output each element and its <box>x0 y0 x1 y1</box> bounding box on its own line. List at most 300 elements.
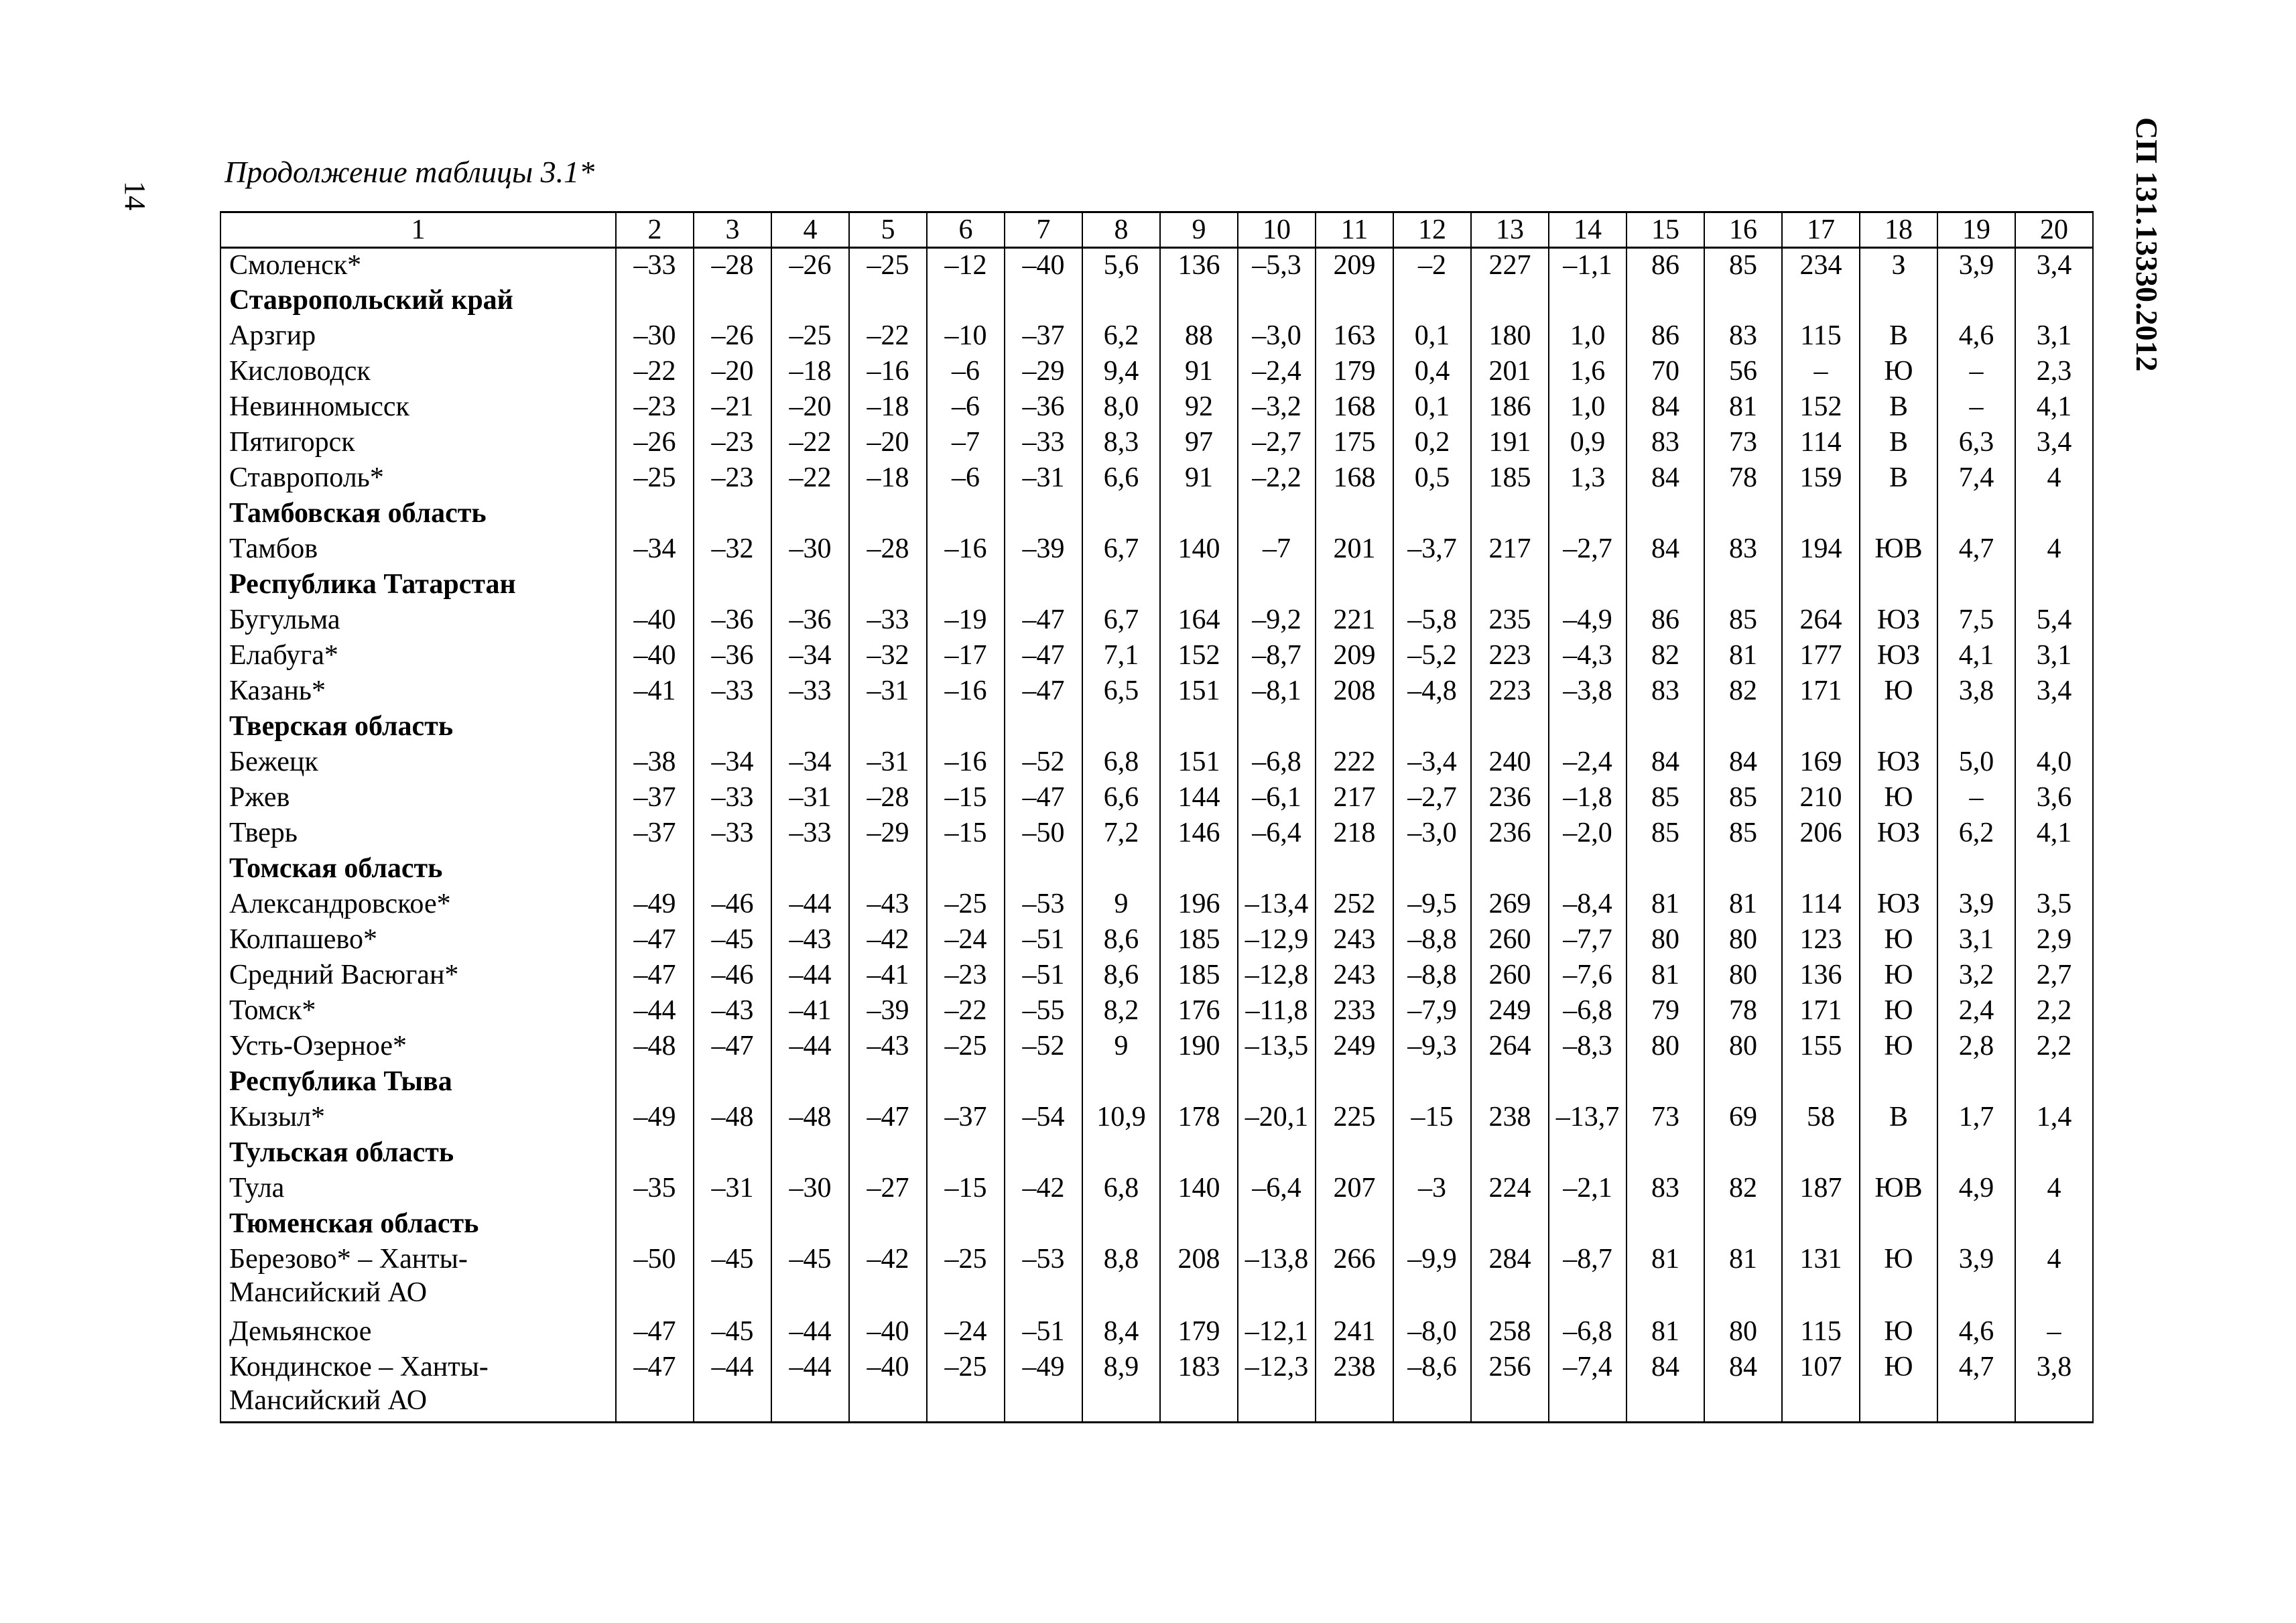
data-cell: 236 <box>1471 781 1549 816</box>
data-cell: 9 <box>1082 1029 1160 1065</box>
data-cell: –3,0 <box>1238 319 1316 354</box>
empty-cell <box>771 497 849 532</box>
data-cell: –23 <box>616 390 694 426</box>
data-cell: –8,7 <box>1238 639 1316 674</box>
data-cell: –33 <box>1005 426 1082 461</box>
data-cell: 86 <box>1627 603 1704 639</box>
data-cell: –25 <box>771 319 849 354</box>
data-cell: 8,3 <box>1082 426 1160 461</box>
region-name: Республика Татарстан <box>220 568 616 603</box>
empty-cell <box>1316 852 1393 887</box>
data-cell: –25 <box>927 1029 1005 1065</box>
data-cell: –47 <box>1005 781 1082 816</box>
data-cell: 3,5 <box>2015 887 2093 923</box>
data-cell: 201 <box>1316 532 1393 568</box>
data-cell: –9,9 <box>1393 1242 1471 1315</box>
data-cell: 8,6 <box>1082 958 1160 994</box>
data-cell: 84 <box>1627 532 1704 568</box>
data-cell: –20 <box>849 426 927 461</box>
data-cell: 56 <box>1704 354 1782 390</box>
data-cell: –40 <box>616 603 694 639</box>
data-cell: 3,1 <box>2015 319 2093 354</box>
data-cell: –52 <box>1005 745 1082 781</box>
empty-cell <box>1082 283 1160 319</box>
empty-cell <box>616 1136 694 1171</box>
data-cell: Ю <box>1860 781 1937 816</box>
data-cell: –47 <box>616 958 694 994</box>
data-cell: 6,2 <box>1082 319 1160 354</box>
data-cell: –28 <box>849 781 927 816</box>
data-cell: –2 <box>1393 248 1471 283</box>
data-cell: 238 <box>1471 1100 1549 1136</box>
data-cell: –23 <box>694 426 771 461</box>
table-caption: Продолжение таблицы 3.1* <box>225 155 595 189</box>
data-cell: 2,2 <box>2015 1029 2093 1065</box>
data-cell: 1,3 <box>1549 461 1627 497</box>
empty-cell <box>771 1207 849 1242</box>
empty-cell <box>849 1065 927 1100</box>
empty-cell <box>1082 1136 1160 1171</box>
column-header: 14 <box>1549 212 1627 248</box>
data-cell: 80 <box>1627 923 1704 958</box>
table-row <box>220 674 2093 710</box>
data-cell: –15 <box>927 816 1005 852</box>
data-cell: –42 <box>1005 1171 1082 1207</box>
data-cell: 6,3 <box>1937 426 2015 461</box>
data-cell: 217 <box>1471 532 1549 568</box>
location-name: Невинномысск <box>220 390 616 426</box>
data-cell: В <box>1860 390 1937 426</box>
data-cell: 1,4 <box>2015 1100 2093 1136</box>
empty-cell <box>1160 1136 1238 1171</box>
data-cell: –48 <box>771 1100 849 1136</box>
empty-cell <box>1005 1207 1082 1242</box>
data-cell: 114 <box>1782 426 1860 461</box>
data-cell: 256 <box>1471 1350 1549 1423</box>
empty-cell <box>1005 1136 1082 1171</box>
data-cell: 0,9 <box>1549 426 1627 461</box>
data-cell: 79 <box>1627 994 1704 1029</box>
data-cell: 171 <box>1782 674 1860 710</box>
empty-cell <box>1549 1207 1627 1242</box>
data-cell: В <box>1860 1100 1937 1136</box>
data-cell: –6,8 <box>1238 745 1316 781</box>
data-cell: 183 <box>1160 1350 1238 1423</box>
empty-cell <box>1782 568 1860 603</box>
empty-cell <box>1160 710 1238 745</box>
empty-cell <box>1782 497 1860 532</box>
data-cell: 82 <box>1704 1171 1782 1207</box>
empty-cell <box>694 1136 771 1171</box>
empty-cell <box>2015 1065 2093 1100</box>
empty-cell <box>1316 710 1393 745</box>
data-cell: Ю <box>1860 1315 1937 1350</box>
empty-cell <box>771 1136 849 1171</box>
data-cell: –48 <box>616 1029 694 1065</box>
data-cell: –10 <box>927 319 1005 354</box>
data-cell: 234 <box>1782 248 1860 283</box>
empty-cell <box>1704 710 1782 745</box>
data-cell: 0,1 <box>1393 319 1471 354</box>
data-cell: 209 <box>1316 248 1393 283</box>
empty-cell <box>694 1065 771 1100</box>
empty-cell <box>694 283 771 319</box>
empty-cell <box>1704 1207 1782 1242</box>
data-cell: 85 <box>1704 816 1782 852</box>
empty-cell <box>1782 283 1860 319</box>
data-cell: –43 <box>849 887 927 923</box>
column-header: 15 <box>1627 212 1704 248</box>
data-cell: 85 <box>1704 248 1782 283</box>
data-cell: 175 <box>1316 426 1393 461</box>
data-cell: –44 <box>616 994 694 1029</box>
data-cell: –33 <box>694 816 771 852</box>
empty-cell <box>1316 1065 1393 1100</box>
empty-cell <box>927 1065 1005 1100</box>
empty-cell <box>1160 283 1238 319</box>
empty-cell <box>1549 283 1627 319</box>
data-cell: 4,0 <box>2015 745 2093 781</box>
data-cell: –12,1 <box>1238 1315 1316 1350</box>
data-cell: Ю <box>1860 1029 1937 1065</box>
empty-cell <box>1860 497 1937 532</box>
data-cell: –29 <box>849 816 927 852</box>
data-cell: –6 <box>927 390 1005 426</box>
location-name: Елабуга* <box>220 639 616 674</box>
data-cell: 83 <box>1704 319 1782 354</box>
data-cell: –41 <box>616 674 694 710</box>
data-cell: 83 <box>1627 1171 1704 1207</box>
data-cell: 258 <box>1471 1315 1549 1350</box>
empty-cell <box>2015 1207 2093 1242</box>
data-cell: –22 <box>616 354 694 390</box>
data-cell: –22 <box>771 461 849 497</box>
data-cell: 208 <box>1160 1242 1238 1315</box>
data-cell: –8,6 <box>1393 1350 1471 1423</box>
data-cell: 6,6 <box>1082 781 1160 816</box>
empty-cell <box>849 1136 927 1171</box>
data-cell: –32 <box>694 532 771 568</box>
empty-cell <box>927 710 1005 745</box>
data-cell: 151 <box>1160 674 1238 710</box>
data-cell: 83 <box>1627 674 1704 710</box>
data-cell: –38 <box>616 745 694 781</box>
data-cell: 4,7 <box>1937 532 2015 568</box>
data-cell: 5,4 <box>2015 603 2093 639</box>
data-cell: Ю <box>1860 674 1937 710</box>
data-cell: –2,4 <box>1549 745 1627 781</box>
data-cell: 269 <box>1471 887 1549 923</box>
empty-cell <box>1549 1136 1627 1171</box>
empty-cell <box>1704 497 1782 532</box>
data-cell: 4,6 <box>1937 319 2015 354</box>
data-cell: –6,8 <box>1549 1315 1627 1350</box>
data-cell: 264 <box>1782 603 1860 639</box>
location-name: Смоленск* <box>220 248 616 283</box>
region-name: Тульская область <box>220 1136 616 1171</box>
empty-cell <box>1471 1207 1549 1242</box>
empty-cell <box>1627 497 1704 532</box>
data-cell: 168 <box>1316 461 1393 497</box>
data-cell: 144 <box>1160 781 1238 816</box>
empty-cell <box>1238 1065 1316 1100</box>
table-row <box>220 639 2093 674</box>
data-cell: 249 <box>1471 994 1549 1029</box>
data-cell: 2,2 <box>2015 994 2093 1029</box>
data-cell: –7,9 <box>1393 994 1471 1029</box>
data-cell: 84 <box>1627 461 1704 497</box>
data-cell: 196 <box>1160 887 1238 923</box>
data-cell: 187 <box>1782 1171 1860 1207</box>
data-cell: ЮВ <box>1860 532 1937 568</box>
data-cell: –2,7 <box>1549 532 1627 568</box>
data-cell: –20,1 <box>1238 1100 1316 1136</box>
location-name: Кызыл* <box>220 1100 616 1136</box>
data-cell: –42 <box>849 923 927 958</box>
empty-cell <box>1782 1207 1860 1242</box>
empty-cell <box>2015 497 2093 532</box>
empty-cell <box>1082 568 1160 603</box>
data-cell: –8,4 <box>1549 887 1627 923</box>
data-cell: –3,2 <box>1238 390 1316 426</box>
empty-cell <box>694 497 771 532</box>
region-name: Тамбовская область <box>220 497 616 532</box>
data-cell: 3,9 <box>1937 248 2015 283</box>
data-cell: –51 <box>1005 1315 1082 1350</box>
data-cell: 260 <box>1471 958 1549 994</box>
empty-cell <box>1782 1136 1860 1171</box>
data-cell: –40 <box>849 1350 927 1423</box>
data-cell: 185 <box>1160 923 1238 958</box>
data-cell: 169 <box>1782 745 1860 781</box>
data-cell: –3,7 <box>1393 532 1471 568</box>
empty-cell <box>1549 497 1627 532</box>
location-name: Березово* – Ханты-Мансийский АО <box>220 1242 616 1315</box>
empty-cell <box>927 852 1005 887</box>
data-cell: –2,4 <box>1238 354 1316 390</box>
empty-cell <box>1471 1136 1549 1171</box>
data-cell: 201 <box>1471 354 1549 390</box>
location-name: Пятигорск <box>220 426 616 461</box>
data-cell: –53 <box>1005 1242 1082 1315</box>
empty-cell <box>1627 1065 1704 1100</box>
data-cell: –9,5 <box>1393 887 1471 923</box>
empty-cell <box>771 852 849 887</box>
data-cell: 7,4 <box>1937 461 2015 497</box>
column-header: 13 <box>1471 212 1549 248</box>
empty-cell <box>1937 568 2015 603</box>
data-cell: 6,8 <box>1082 745 1160 781</box>
data-cell: –1,1 <box>1549 248 1627 283</box>
data-cell: –11,8 <box>1238 994 1316 1029</box>
column-header: 17 <box>1782 212 1860 248</box>
data-cell: 81 <box>1704 390 1782 426</box>
empty-cell <box>1393 568 1471 603</box>
data-cell: 81 <box>1704 639 1782 674</box>
empty-cell <box>1316 568 1393 603</box>
data-cell: –41 <box>849 958 927 994</box>
empty-cell <box>616 497 694 532</box>
data-cell: –9,3 <box>1393 1029 1471 1065</box>
empty-cell <box>1316 1207 1393 1242</box>
data-cell: –18 <box>849 461 927 497</box>
data-cell: –33 <box>849 603 927 639</box>
empty-cell <box>616 710 694 745</box>
region-row <box>220 283 2093 319</box>
data-cell: – <box>1782 354 1860 390</box>
empty-cell <box>1393 1136 1471 1171</box>
empty-cell <box>1704 852 1782 887</box>
empty-cell <box>1160 1065 1238 1100</box>
data-cell: –43 <box>694 994 771 1029</box>
data-cell: –49 <box>1005 1350 1082 1423</box>
empty-cell <box>1627 852 1704 887</box>
data-cell: 8,9 <box>1082 1350 1160 1423</box>
data-cell: –12,8 <box>1238 958 1316 994</box>
data-cell: – <box>2015 1315 2093 1350</box>
data-cell: ЮВ <box>1860 1171 1937 1207</box>
empty-cell <box>849 852 927 887</box>
data-cell: 264 <box>1471 1029 1549 1065</box>
empty-cell <box>694 1207 771 1242</box>
data-cell: –8,0 <box>1393 1315 1471 1350</box>
empty-cell <box>1082 1207 1160 1242</box>
data-cell: –4,8 <box>1393 674 1471 710</box>
empty-cell <box>1238 283 1316 319</box>
data-cell: 5,0 <box>1937 745 2015 781</box>
column-header: 2 <box>616 212 694 248</box>
data-cell: –13,8 <box>1238 1242 1316 1315</box>
empty-cell <box>1627 568 1704 603</box>
data-cell: –47 <box>616 923 694 958</box>
data-cell: –8,8 <box>1393 923 1471 958</box>
data-cell: 114 <box>1782 887 1860 923</box>
data-cell: –30 <box>616 319 694 354</box>
table-row <box>220 781 2093 816</box>
data-cell: –36 <box>694 603 771 639</box>
location-name: Тамбов <box>220 532 616 568</box>
data-cell: –33 <box>694 781 771 816</box>
data-cell: –21 <box>694 390 771 426</box>
data-cell: –2,2 <box>1238 461 1316 497</box>
data-cell: –17 <box>927 639 1005 674</box>
data-cell: 107 <box>1782 1350 1860 1423</box>
data-cell: 4 <box>2015 1171 2093 1207</box>
empty-cell <box>1937 283 2015 319</box>
data-cell: 7,2 <box>1082 816 1160 852</box>
data-cell: 179 <box>1316 354 1393 390</box>
data-cell: 4,6 <box>1937 1315 2015 1350</box>
column-header: 8 <box>1082 212 1160 248</box>
data-cell: 222 <box>1316 745 1393 781</box>
column-header: 18 <box>1860 212 1937 248</box>
empty-cell <box>1082 852 1160 887</box>
empty-cell <box>1005 283 1082 319</box>
column-header: 16 <box>1704 212 1782 248</box>
region-row <box>220 710 2093 745</box>
empty-cell <box>1393 710 1471 745</box>
data-cell: 190 <box>1160 1029 1238 1065</box>
empty-cell <box>2015 710 2093 745</box>
data-cell: 6,7 <box>1082 603 1160 639</box>
data-cell: 210 <box>1782 781 1860 816</box>
data-cell: –5,3 <box>1238 248 1316 283</box>
column-header: 6 <box>927 212 1005 248</box>
data-cell: –13,4 <box>1238 887 1316 923</box>
empty-cell <box>1082 710 1160 745</box>
data-cell: 185 <box>1471 461 1549 497</box>
data-cell: 123 <box>1782 923 1860 958</box>
data-cell: –36 <box>771 603 849 639</box>
data-cell: 140 <box>1160 532 1238 568</box>
data-cell: 6,5 <box>1082 674 1160 710</box>
data-cell: 85 <box>1704 781 1782 816</box>
data-cell: 91 <box>1160 461 1238 497</box>
data-cell: –47 <box>849 1100 927 1136</box>
data-cell: –8,1 <box>1238 674 1316 710</box>
empty-cell <box>2015 568 2093 603</box>
region-row <box>220 1065 2093 1100</box>
column-header: 4 <box>771 212 849 248</box>
empty-cell <box>1160 497 1238 532</box>
data-cell: 83 <box>1704 532 1782 568</box>
empty-cell <box>2015 852 2093 887</box>
data-cell: –43 <box>771 923 849 958</box>
data-cell: –44 <box>771 958 849 994</box>
data-cell: 8,2 <box>1082 994 1160 1029</box>
table-row <box>220 923 2093 958</box>
empty-cell <box>1860 283 1937 319</box>
data-cell: –25 <box>927 1350 1005 1423</box>
data-cell: –7,7 <box>1549 923 1627 958</box>
column-header: 3 <box>694 212 771 248</box>
empty-cell <box>1860 710 1937 745</box>
data-cell: –37 <box>1005 319 1082 354</box>
column-header: 12 <box>1393 212 1471 248</box>
data-cell: 84 <box>1627 390 1704 426</box>
empty-cell <box>1782 1065 1860 1100</box>
data-cell: 80 <box>1704 1029 1782 1065</box>
data-cell: 4,9 <box>1937 1171 2015 1207</box>
data-cell: 0,1 <box>1393 390 1471 426</box>
table-row <box>220 390 2093 426</box>
table-row <box>220 1029 2093 1065</box>
table-row <box>220 461 2093 497</box>
data-cell: –6,1 <box>1238 781 1316 816</box>
data-cell: –33 <box>771 816 849 852</box>
empty-cell <box>1937 1136 2015 1171</box>
data-cell: 6,8 <box>1082 1171 1160 1207</box>
data-cell: –47 <box>616 1315 694 1350</box>
data-cell: –35 <box>616 1171 694 1207</box>
empty-cell <box>1627 1207 1704 1242</box>
data-cell: ЮЗ <box>1860 745 1937 781</box>
data-cell: –8,7 <box>1549 1242 1627 1315</box>
data-cell: 191 <box>1471 426 1549 461</box>
data-cell: Ю <box>1860 1350 1937 1423</box>
column-header: 5 <box>849 212 927 248</box>
data-cell: 78 <box>1704 994 1782 1029</box>
data-cell: 177 <box>1782 639 1860 674</box>
data-cell: –45 <box>694 1315 771 1350</box>
data-cell: –47 <box>1005 639 1082 674</box>
data-cell: –32 <box>849 639 927 674</box>
data-cell: 3,1 <box>2015 639 2093 674</box>
data-cell: 235 <box>1471 603 1549 639</box>
data-cell: 85 <box>1627 781 1704 816</box>
data-cell: –48 <box>694 1100 771 1136</box>
empty-cell <box>1005 568 1082 603</box>
